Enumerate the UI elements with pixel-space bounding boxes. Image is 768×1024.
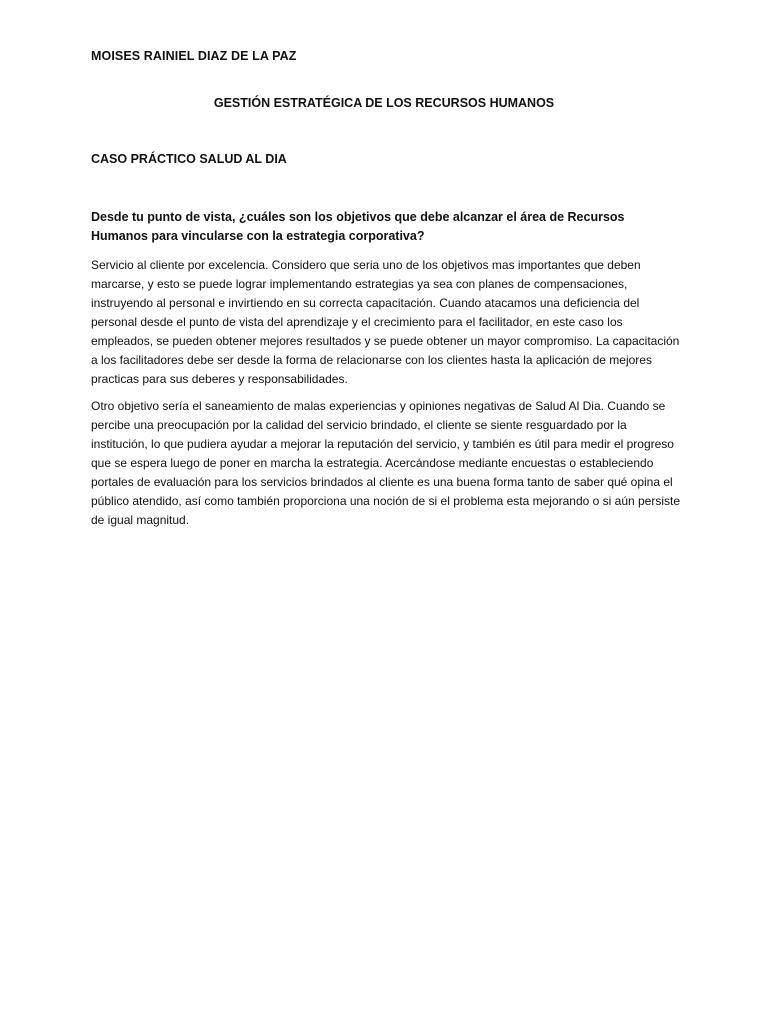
case-title: CASO PRÁCTICO SALUD AL DIA — [91, 152, 287, 166]
answer-paragraph-1: Servicio al cliente por excelencia. Considero que seria uno de los objetivos mas importantes que deben marcarse, y esto se puede lograr implementando estrategias ya sea con planes de compensaciones, instruyendo al personal e invirtiendo en su correcta capacitación. Cuando atacamos una deficiencia del personal desde el punto de vista del aprendizaje y el crecimiento para el facilitador, en este caso los empleados, se pueden obtener mejores resultados y se puede obtener un mayor compromiso. La capacitación a los facilitadores debe ser desde la forma de relacionarse con los clientes hasta la aplicación de mejores practicas para sus deberes y responsabilidades. — [91, 258, 680, 386]
question-text: Desde tu punto de vista, ¿cuáles son los objetivos que debe alcanzar el área de Recursos Humanos para vincularse con la estrategia corporativa? — [91, 210, 625, 243]
author-name: MOISES RAINIEL DIAZ DE LA PAZ — [91, 49, 297, 63]
answer-paragraph-2: Otro objetivo sería el saneamiento de malas experiencias y opiniones negativas de Salud Al Dia. Cuando se percibe una preocupación por la calidad del servicio brindado, el cliente se siente resguardado por la institución, lo que pudiera ayudar a mejorar la reputación del servicio, y también es útil para medir el progreso que se espera luego de poner en marcha la estrategia. Acercándose mediante encuestas o estableciendo portales de evaluación para los servicios brindados al cliente es una buena forma tanto de saber qué opina el público atendido, así como también proporciona una noción de si el problema esta mejorando o si aún persiste de igual magnitud. — [91, 399, 681, 527]
document-title: GESTIÓN ESTRATÉGICA DE LOS RECURSOS HUMANOS — [213, 96, 555, 110]
